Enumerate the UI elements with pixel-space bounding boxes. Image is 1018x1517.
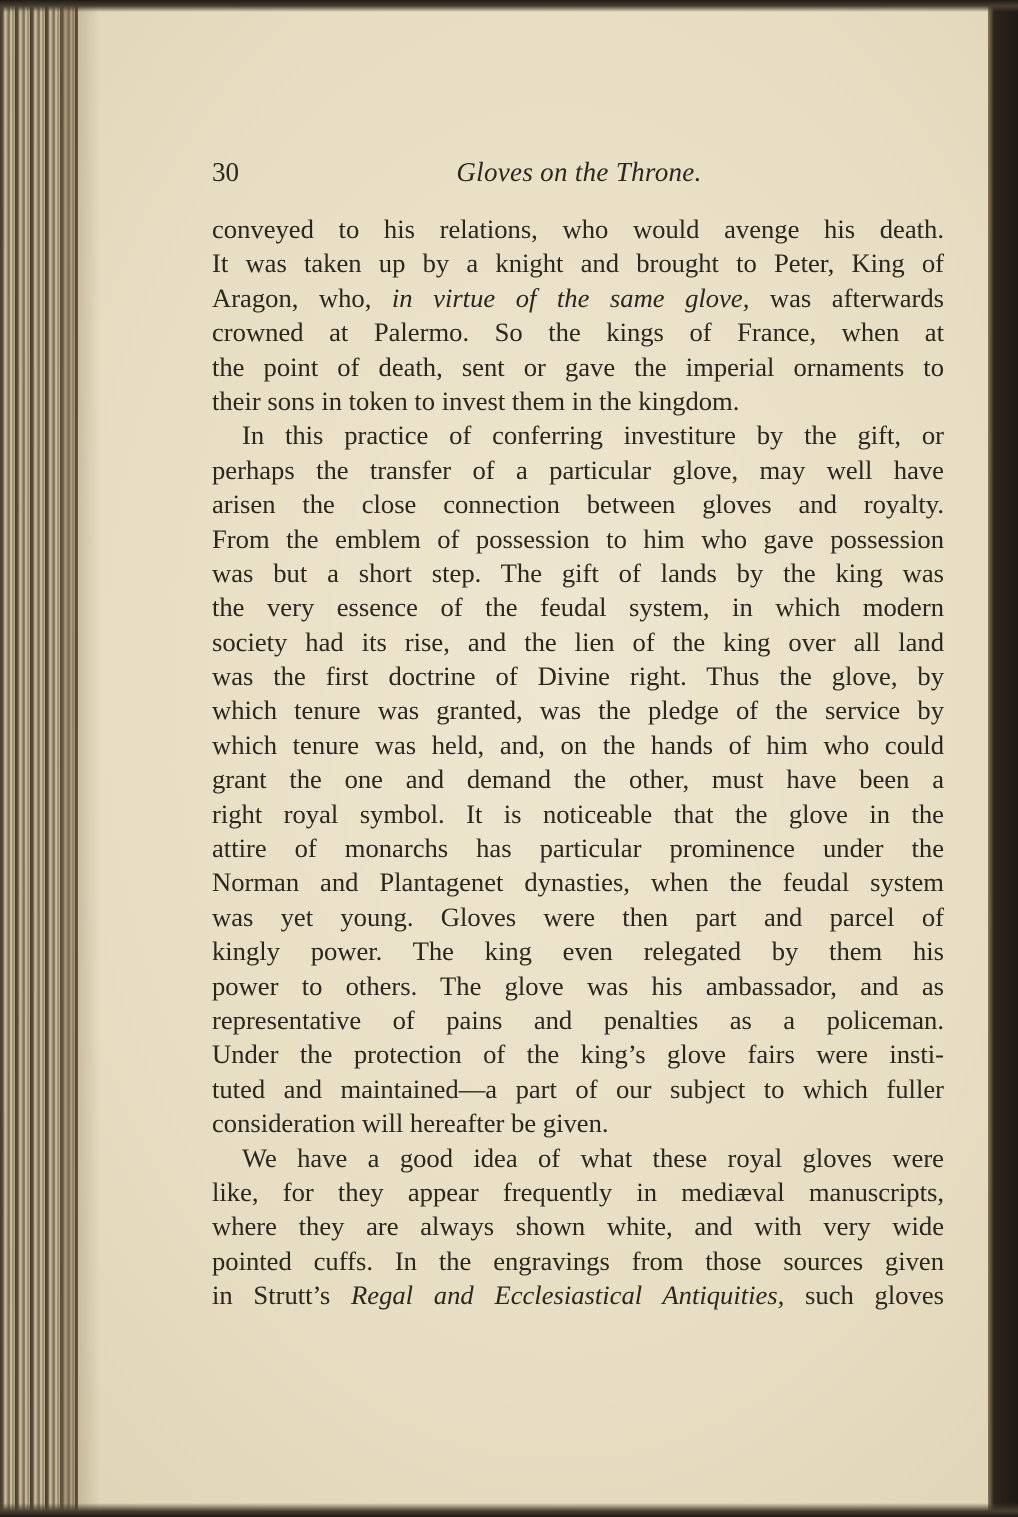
text-line: consideration will hereafter be given. xyxy=(212,1108,609,1139)
text-line: was yet young. Gloves were then part and parcel of xyxy=(212,901,944,932)
text-line: was but a short step. The gift of lands by the king was xyxy=(212,557,944,588)
text-line: Under the protection of the king’s glove fairs were insti- xyxy=(212,1039,944,1070)
text-line: the very essence of the feudal system, in which modern xyxy=(212,592,944,623)
text-segment: Aragon, who, xyxy=(212,282,392,313)
page-number: 30 xyxy=(212,157,239,187)
running-title: Gloves on the Throne. xyxy=(456,157,702,187)
text-line: the point of death, sent or gave the imperial ornaments to xyxy=(212,351,944,382)
text-line: which tenure was granted, was the pledge of the service by xyxy=(212,695,944,726)
text-line: their sons in token to invest them in the kingdom. xyxy=(212,385,740,416)
page-edge-top xyxy=(0,0,1018,12)
text-line: conveyed to his relations, who would avenge his death. xyxy=(212,214,944,244)
text-line: It was taken up by a knight and brought to Peter, King of xyxy=(212,248,944,279)
text-line: arisen the close connection between gloves and royalty. xyxy=(212,489,944,520)
text-line: attire of monarchs has particular prominence under the xyxy=(212,833,944,864)
text-line: kingly power. The king even relegated by them his xyxy=(212,936,944,967)
text-line: crowned at Palermo. So the kings of France, when at xyxy=(212,317,944,348)
text-line: like, for they appear frequently in mediæval manuscripts, xyxy=(212,1176,944,1207)
text-segment: was afterwards xyxy=(749,282,944,313)
text-line: which tenure was held, and, on the hands of him who could xyxy=(212,729,944,760)
text-line: From the emblem of possession to him who gave possession xyxy=(212,523,944,554)
text-line: where they are always shown white, and with very wide xyxy=(212,1211,944,1242)
page-edge-bottom xyxy=(0,1503,1018,1517)
text-line: pointed cuffs. In the engravings from those sources given xyxy=(212,1245,944,1276)
text-line: In this practice of conferring investiture by the gift, or xyxy=(242,420,944,451)
running-head xyxy=(212,152,946,192)
text-line: perhaps the transfer of a particular glove, may well have xyxy=(212,454,944,485)
text-line: right royal symbol. It is noticeable that the glove in the xyxy=(212,798,944,829)
text-segment: such gloves xyxy=(784,1280,944,1311)
text-line xyxy=(212,1278,944,1312)
text-line: We have a good idea of what these royal gloves were xyxy=(242,1142,944,1173)
text-line xyxy=(212,281,944,315)
text-line: Norman and Plantagenet dynasties, when the feudal system xyxy=(212,867,944,898)
text-segment: in Strutt’s xyxy=(212,1280,352,1311)
text-line: society had its rise, and the lien of the king over all land xyxy=(212,626,944,657)
text-line: representative of pains and penalties as a policeman. xyxy=(212,1004,944,1035)
text-line: was the first doctrine of Divine right. Thus the glove, by xyxy=(212,661,944,692)
page-edge-right xyxy=(988,0,1018,1517)
text-line: tuted and maintained—a part of our subject to which fuller xyxy=(212,1073,944,1104)
body-text xyxy=(212,212,944,1313)
text-line: power to others. The glove was his ambassador, and as xyxy=(212,970,944,1001)
gutter-shadow xyxy=(60,0,100,1517)
italic-phrase: Regal and Ecclesiastical Antiquities, xyxy=(351,1280,785,1311)
text-line: grant the one and demand the other, must have been a xyxy=(212,764,944,795)
italic-phrase: in virtue of the same glove, xyxy=(391,282,750,313)
